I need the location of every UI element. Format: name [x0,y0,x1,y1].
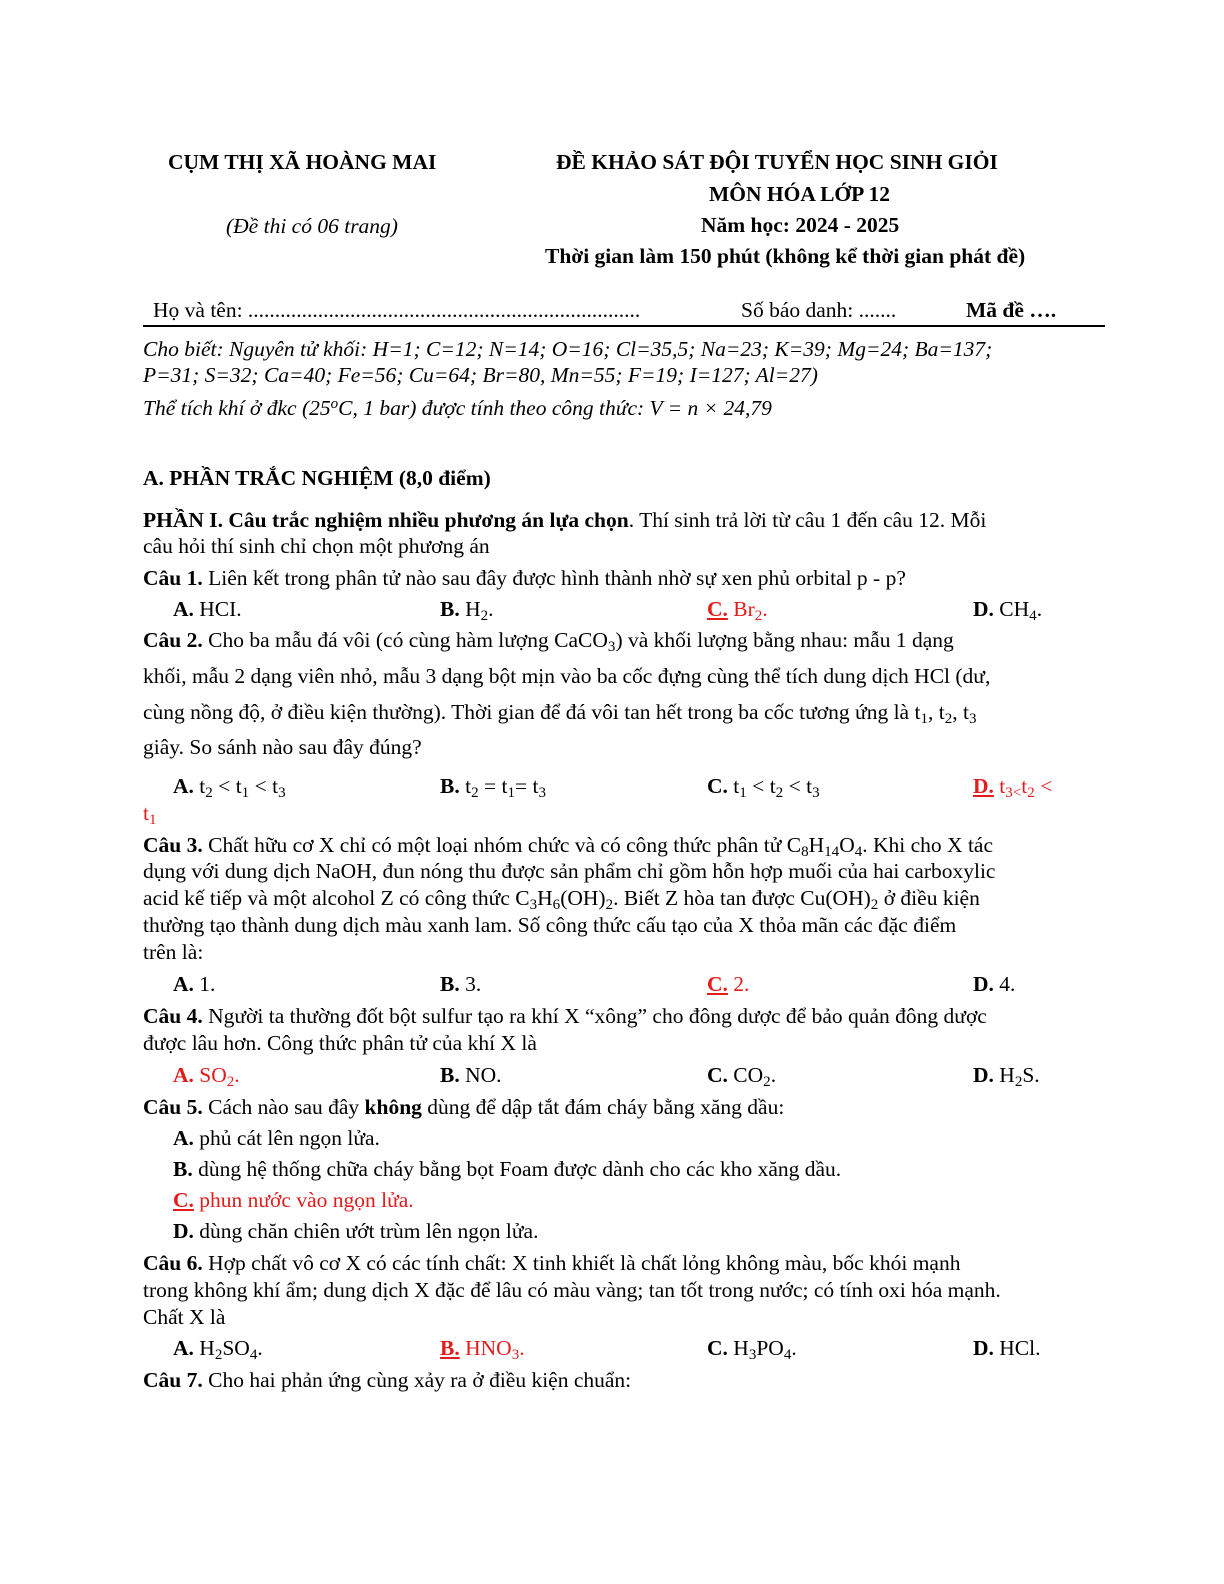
atomic-masses-line2: P=31; S=32; Ca=40; Fe=56; Cu=64; Br=80, Mn=55; F=19; I=127; Al=27) [143,363,818,387]
atomic-masses-line1: Cho biết: Nguyên tử khối: H=1; C=12; N=14; O=16; Cl=35,5; Na=23; K=39; Mg=24; Ba=137; [143,337,993,361]
question-4: Câu 4. Người ta thường đốt bột sulfur tạo ra khí X “xông” cho đông dược để bảo quản đông dược [143,1004,987,1028]
question-6-line3: Chất X là [143,1305,226,1329]
exam-duration: Thời gian làm 150 phút (không kể thời gian phát đề) [545,244,1026,268]
q1-option-c-correct: C. $Br_2$. [707,597,768,624]
q1-option-d: D. $CH_4$. [973,597,1043,624]
q5-option-b: B. dùng hệ thống chữa cháy bằng bọt Foam được dành cho các kho xăng dầu. [173,1157,842,1181]
q2-option-d-correct: D. $t_{3<}t_2$ < [973,774,1053,801]
q5-option-d: D. dùng chăn chiên ướt trùm lên ngọn lửa. [173,1219,539,1243]
subject-title: MÔN HÓA LỚP 12 [709,182,890,206]
q6-option-b-correct: B. $HNO_3$. [440,1336,525,1363]
header-divider [143,325,1105,327]
question-2-line3: cùng nồng độ, ở điều kiện thường). Thời gian để đá vôi tan hết trong ba cốc tương ứng là $t_1$, $t_2$, $t_3$ [143,700,977,727]
q4-option-c: C. $CO_2$. [707,1063,777,1090]
q2-option-b: B. $t_2 = t_1= t_3$ [440,774,547,801]
q5-option-c-correct: C. phun nước vào ngọn lửa. [173,1188,414,1212]
question-3: Câu 3. Chất hữu cơ X chỉ có một loại nhóm chức và có công thức phân tử $C_8H_{14}O_4$. Khi cho X tác [143,833,994,860]
q3-option-d: D. 4. [973,972,1016,996]
gas-volume-formula: Thể tích khí ở đkc (25$^o$C, 1 bar) được tính theo công thức: V = n × 24,79 [143,396,772,420]
q3-option-b: B. 3. [440,972,482,996]
q3-option-c-correct: C. 2. [707,972,750,996]
part1-instruction-line2: câu hỏi thí sinh chỉ chọn một phương án [143,534,490,558]
q5-option-a: A. phủ cát lên ngọn lửa. [173,1126,380,1150]
school-cluster: CỤM THỊ XÃ HOÀNG MAI [168,150,437,174]
q4-option-a-correct: A. $SO_2$. [173,1063,240,1090]
question-2: Câu 2. Cho ba mẫu đá vôi (có cùng hàm lượng CaCO$_3$) và khối lượng bằng nhau: mẫu 1 dạng [143,628,954,655]
question-3-line2: dụng với dung dịch NaOH, đun nóng thu được sản phẩm chỉ gồm hỗn hợp muối của hai carboxylic [143,859,996,883]
section-a-title: A. PHẦN TRẮC NGHIỆM (8,0 điểm) [143,466,491,490]
question-3-line3: acid kế tiếp và một alcohol Z có công thức $C_3H_6(OH)_2$. Biết Z hòa tan được $Cu(OH)_2$ ở điều kiện [143,886,980,913]
question-4-line2: được lâu hơn. Công thức phân tử của khí X là [143,1031,537,1055]
q1-option-a: A. HCI. [173,597,242,621]
q4-option-d: D. $H_2S$. [973,1063,1040,1090]
school-year: Năm học: 2024 - 2025 [701,213,900,237]
page-count-note: (Đề thi có 06 trang) [226,214,398,238]
q4-option-b: B. NO. [440,1063,502,1087]
question-7: Câu 7. Cho hai phản ứng cùng xảy ra ở điều kiện chuẩn: [143,1368,632,1392]
question-3-line4: thường tạo thành dung dịch màu xanh lam. Số công thức cấu tạo của X thỏa mãn các đặc điểm [143,913,957,937]
candidate-name-field: Họ và tên: ......................................................................... [153,298,641,322]
question-1: Câu 1. Liên kết trong phân tử nào sau đây được hình thành nhờ sự xen phủ orbital p - p? [143,566,906,590]
question-5: Câu 5. Cách nào sau đây không dùng để dập tắt đám cháy bằng xăng dầu: [143,1095,785,1119]
q3-option-a: A. 1. [173,972,216,996]
question-3-line5: trên là: [143,940,204,964]
q6-option-a: A. $H_2SO_4$. [173,1336,263,1363]
q6-option-d: D. HCl. [973,1336,1041,1360]
q2-option-d-wrap: $t_1$ [143,801,157,828]
question-6-line2: trong không khí ẩm; dung dịch X đặc để lâu có màu vàng; tan tốt trong nước; có tính oxi hóa mạnh. [143,1278,1001,1302]
q2-option-a: A. $t_2 < t_1 < t_3$ [173,774,286,801]
question-2-line4: giây. So sánh nào sau đây đúng? [143,735,422,759]
exam-code-field: Mã đề …. [966,298,1057,322]
q1-option-b: B. $H_2$. [440,597,494,624]
question-6: Câu 6. Hợp chất vô cơ X có các tính chất: X tinh khiết là chất lỏng không màu, bốc khói mạnh [143,1251,961,1275]
part1-instruction: PHẦN I. Câu trắc nghiệm nhiều phương án lựa chọn. Thí sinh trả lời từ câu 1 đến câu 12. Mỗi [143,508,987,532]
exam-title: ĐỀ KHẢO SÁT ĐỘI TUYỂN HỌC SINH GIỎI [556,150,998,174]
question-2-line2: khối, mẫu 2 dạng viên nhỏ, mẫu 3 dạng bột mịn vào ba cốc đựng cùng thể tích dung dịch HCl (dư, [143,664,991,688]
q6-option-c: C. $H_3PO_4$. [707,1336,797,1363]
candidate-id-field: Số báo danh: ....... [741,298,897,322]
q2-option-c: C. $t_1 < t_2 < t_3$ [707,774,820,801]
